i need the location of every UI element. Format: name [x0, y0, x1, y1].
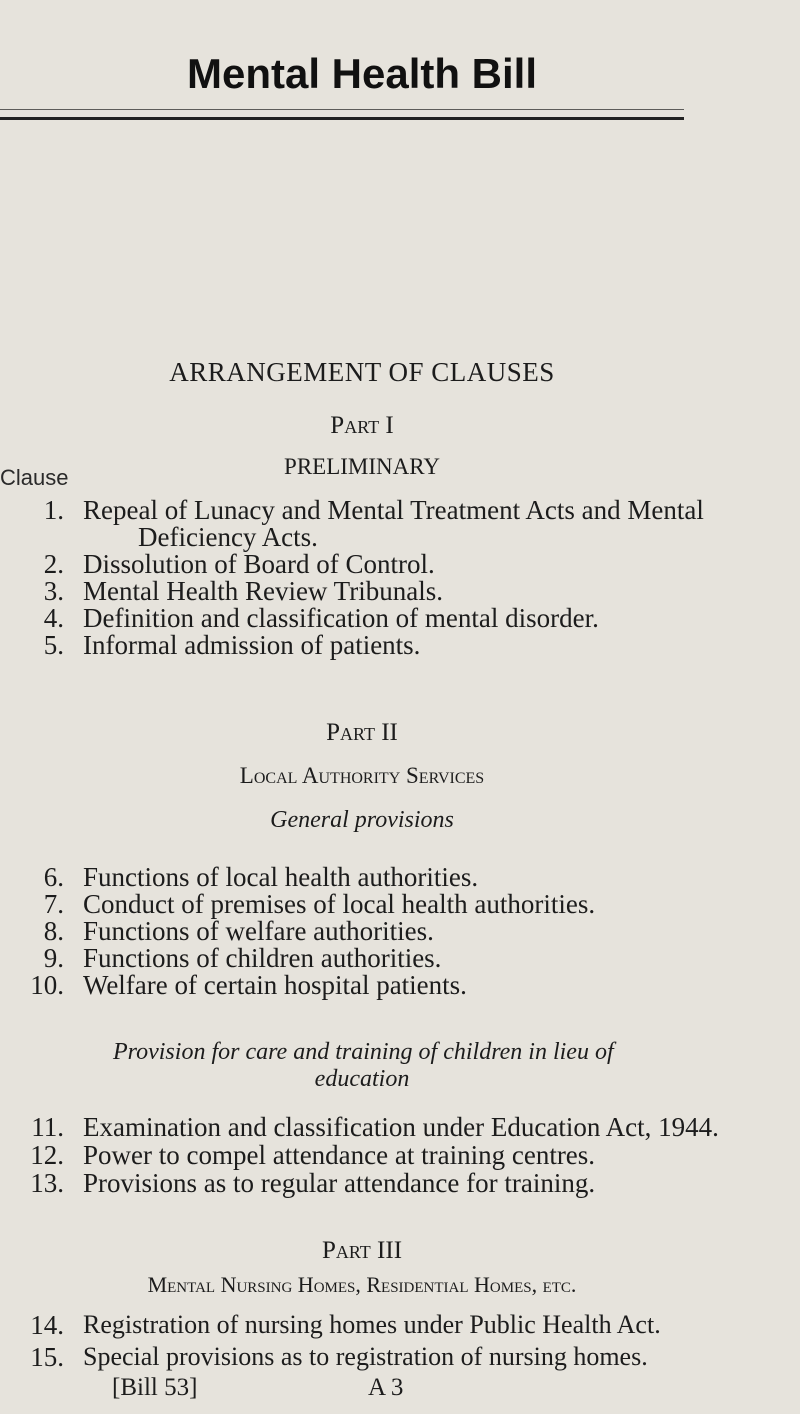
clause-text: Dissolution of Board of Control. [83, 549, 435, 579]
clause-number: 7. [43, 889, 64, 919]
clause-text: Functions of children authorities. [83, 943, 442, 973]
part-1-title: PRELIMINARY [284, 454, 440, 479]
clause-text: Power to compel attendance at training centres. [83, 1140, 596, 1170]
clause-number: 12. [30, 1140, 64, 1170]
clause-text: Registration of nursing homes under Public Health Act. [83, 1310, 661, 1339]
title-rule-thick [0, 117, 684, 120]
clause-number: 8. [43, 916, 64, 946]
clause-text: Functions of local health authorities. [83, 862, 479, 892]
clause-number: 6. [43, 862, 64, 892]
bill-title: Mental Health Bill [186, 50, 538, 97]
part-2-subheading: Provision for care and training of children in lieu of [113, 1039, 614, 1065]
clause-number: 2. [43, 549, 64, 579]
part-1-label: Part I [330, 412, 394, 439]
clause-text: Welfare of certain hospital patients. [83, 970, 467, 1000]
clause-text: Examination and classification under Education Act, 1944. [83, 1112, 719, 1142]
clause-number: 11. [31, 1112, 64, 1142]
clause-text: Mental Health Review Tribunals. [83, 576, 443, 606]
clause-number: 10. [30, 970, 64, 1000]
clause-text-continuation: Deficiency Acts. [138, 522, 318, 552]
clause-text: Repeal of Lunacy and Mental Treatment Acts and Mental [83, 495, 704, 525]
clause-number: 1. [43, 495, 64, 525]
part-2-label: Part II [326, 719, 398, 746]
part-3-label: Part III [321, 1237, 403, 1264]
clause-column-label: Clause [0, 465, 69, 490]
clause-text: Provisions as to regular attendance for training. [83, 1168, 596, 1198]
clause-text: Informal admission of patients. [83, 630, 421, 660]
page-signature: A 3 [368, 1374, 404, 1401]
arrangement-heading: ARRANGEMENT OF CLAUSES [169, 357, 555, 387]
part-2-subheading: General provisions [270, 807, 454, 833]
clause-text: Conduct of premises of local health authorities. [83, 889, 596, 919]
clause-number: 14. [30, 1310, 64, 1340]
clause-text: Functions of welfare authorities. [83, 916, 434, 946]
clause-number: 15. [30, 1342, 64, 1372]
title-rule-thin [0, 109, 684, 110]
clause-number: 3. [43, 576, 64, 606]
clause-number: 13. [30, 1168, 64, 1198]
part-2-title: Local Authority Services [239, 763, 485, 788]
clause-text: Definition and classification of mental disorder. [83, 603, 599, 633]
clause-number: 9. [43, 943, 64, 973]
part-3-title: Mental Nursing Homes, Residential Homes, etc. [147, 1272, 577, 1297]
clause-text: Special provisions as to registration of nursing homes. [83, 1342, 648, 1371]
bill-number: [Bill 53] [112, 1374, 198, 1401]
clause-number: 4. [43, 603, 64, 633]
part-2-subheading-continuation: education [314, 1066, 410, 1092]
clause-number: 5. [43, 630, 64, 660]
